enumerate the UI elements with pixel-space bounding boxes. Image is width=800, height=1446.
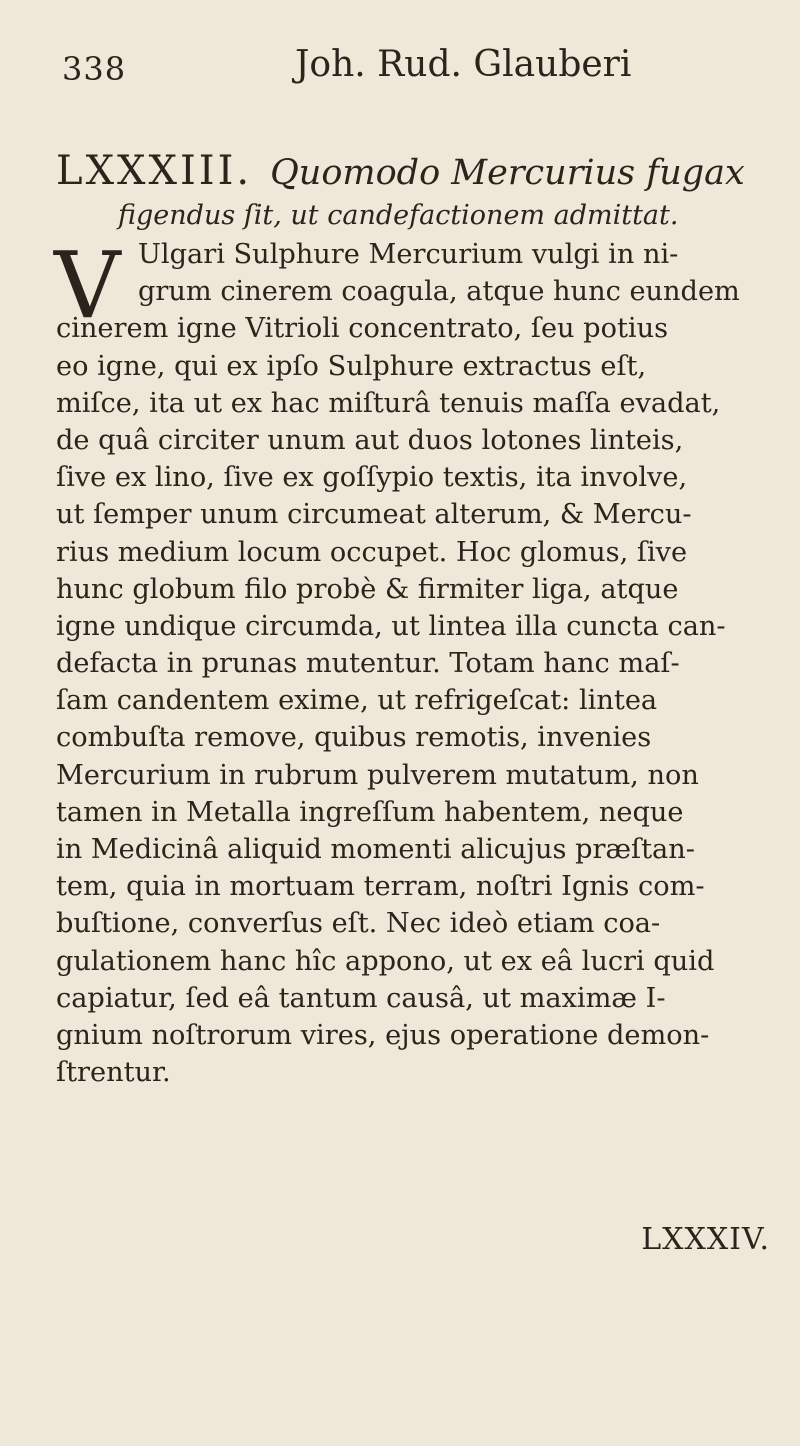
text-line: gnium noſtrorum vires, ejus operatione demon- — [56, 1019, 710, 1051]
page-header — [0, 44, 800, 94]
text-line: de quâ circiter unum aut duos lotones linteis, — [56, 424, 684, 456]
text-line: in Medicinâ aliquid momenti alicujus præſtan- — [56, 834, 695, 865]
text-line: capiatur, ſed eâ tantum causâ, ut maximæ I- — [56, 982, 666, 1014]
text-line: eo igne, qui ex ipſo Sulphure extractus eſt, — [56, 350, 647, 382]
page-number: 338 — [62, 50, 127, 88]
text-line: rius medium locum occupet. Hoc glomus, ſive — [56, 536, 688, 568]
text-line: miſce, ita ut ex hac miſturâ tenuis maſſa evadat, — [56, 387, 721, 419]
text-line: Ulgari Sulphure Mercurium vulgi in ni- — [138, 239, 679, 270]
chapter-title-line-2: figendus ſit, ut candefactionem admittat. — [118, 200, 679, 231]
chapter-heading — [56, 148, 786, 231]
catchword: LXXXIV. — [641, 1222, 770, 1257]
running-head: Joh. Rud. Glauberi — [295, 44, 632, 85]
text-line: combuſta remove, quibus remotis, invenies — [56, 722, 652, 754]
text-line: ſam candentem exime, ut refrigeſcat: lintea — [56, 685, 658, 717]
text-line: ſive ex lino, ſive ex goſſypio textis, ita involve, — [56, 462, 688, 494]
text-line: cinerem igne Vitrioli concentrato, ſeu potius — [56, 313, 669, 345]
text-line: tem, quia in mortuam terram, noſtri Ignis com- — [56, 871, 705, 903]
text-line: buſtione, converſus eſt. Nec ideò etiam coa- — [56, 908, 661, 940]
text-line: ſtrentur. — [56, 1057, 171, 1089]
chapter-title-line-1: Quomodo Mercurius fugax — [270, 153, 745, 193]
text-line: hunc globum filo probè & firmiter liga, atque — [56, 573, 679, 605]
body-text — [54, 232, 792, 1091]
text-line: Mercurium in rubrum pulverem mutatum, non — [56, 759, 699, 791]
text-line: tamen in Metalla ingreſſum habentem, neque — [56, 796, 684, 828]
drop-cap: V — [54, 232, 121, 339]
text-line: ut ſemper unum circumeat alterum, & Mercu- — [56, 499, 692, 531]
heading-line-1 — [56, 148, 786, 194]
text-line: igne undique circumda, ut lintea illa cuncta can- — [56, 610, 726, 642]
text-line: defacta in prunas mutentur. Totam hanc maſ- — [56, 648, 680, 680]
text-line: gulationem hanc hîc appono, ut ex eâ lucri quid — [56, 945, 715, 977]
chapter-numeral: LXXXIII. — [56, 148, 253, 194]
text-line: grum cinerem coagula, atque hunc eundem — [138, 276, 740, 308]
